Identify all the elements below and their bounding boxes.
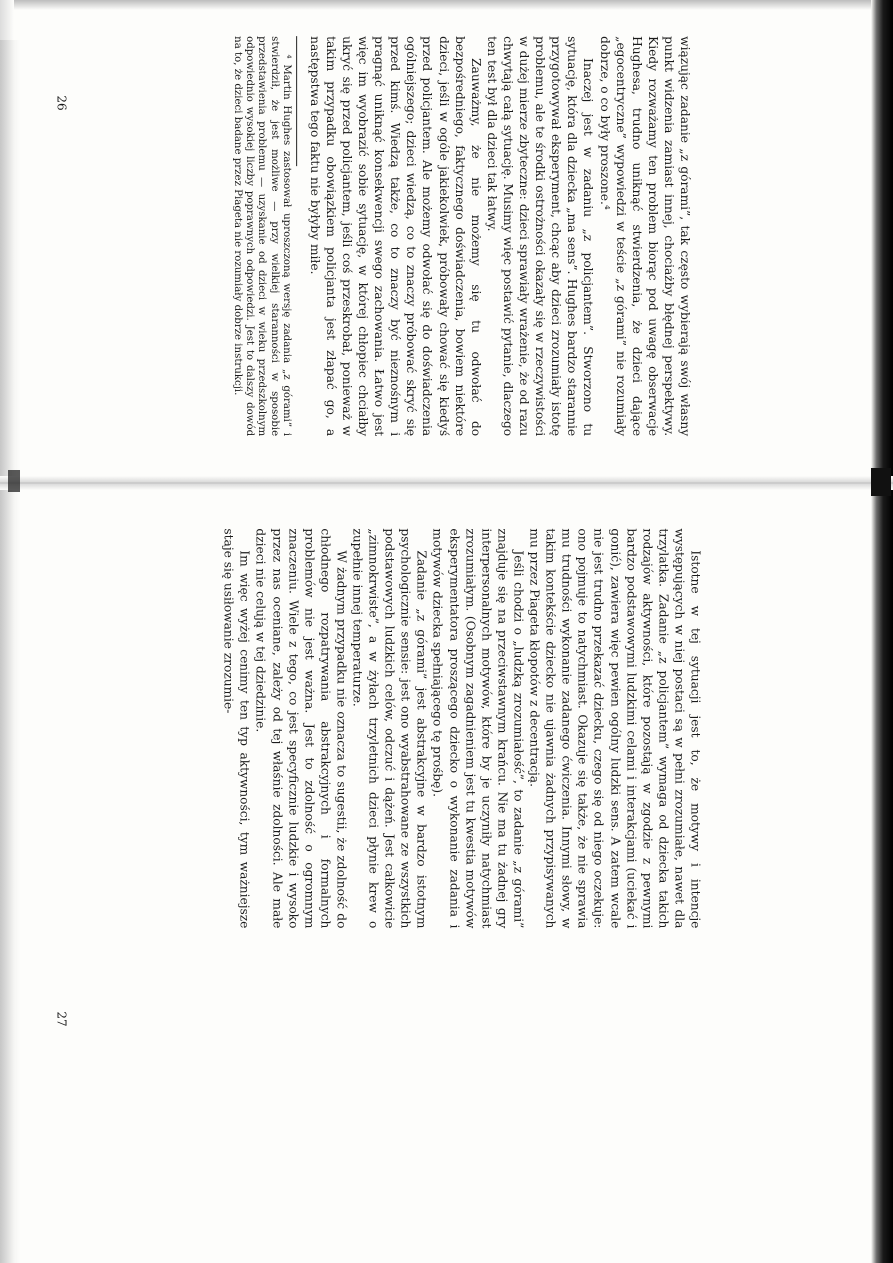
page-27-text-column xyxy=(221,528,704,928)
page-26-paragraph-3: Zauważmy, że nie możemy się tu odwołać do bezpośredniego, faktycznego doświadczenia, bowiem niektóre dzieci, jeśli w ogóle jakiekolwiek, próbowały chować się kiedyś przed policjantem. Ale możemy odwołać się do doświadczenia ogólniejszego; dzieci wiedzą, co to znaczy próbować skryć się przed kimś. Wiedzą także, co to znaczy być nieznośnym i pragnąć uniknąć konsekwencji swego zachowania. Łatwo jest więc im wyobrazić sobie sytuację, w której chłopiec chciałby ukryć się przed policjantem, jeśli coś przeskrobał, ponieważ w takim przypadku obowiązkiem policjanta jest złapać go, a następstwa tego faktu nie byłyby miłe. xyxy=(307,36,483,437)
page-26-paragraph-1: wiązując zadanie „z górami”, tak często wybierają swój własny punkt widzenia zamiast innej, chociażby błędnej perspektywy. Kiedy rozważamy ten problem biorąc pod uwagę obserwacje Hughesa, trudno uniknąć stwierdzenia, że dzieci dające „egocentryczne” wypowiedzi w teście „z górami” nie rozumiały dobrze, o co były proszone.⁴ xyxy=(597,36,693,437)
scan-edge-top xyxy=(0,0,893,10)
page-26-paragraph-2: Inaczej jest w zadaniu „z policjantem”. Stworzono tu sytuację, która dla dziecka „ma sens”. Hughes bardzo starannie przygotowywał eksperyment, chcąc aby dzieci zrozumiały istotę problemu, ale te środki ostrożności okazały się w rzeczywistości w dużej mierze zbyteczne: dzieci sprawiały wrażenie, że od razu chwytają całą sytuację. Musimy więc postawić pytanie, dlaczego ten test był dla dzieci tak łatwy. xyxy=(485,36,596,437)
book-page-27 xyxy=(221,528,704,928)
page-number-26: 26 xyxy=(54,95,69,111)
spine-mark-left xyxy=(8,470,20,492)
page-27-paragraph-3: Zadanie „z górami” jest abstrakcyjne w bardzo istotnym psychologicznie sensie: jest ono wyabstrahowane ze wszystkich podstawowych ludzkich celów, odczuć i dążeń. Jest całkowicie „zimnokrwiste”, a w żyłach trzyletnich dzieci płynie krew o zupełnie innej temperaturze. xyxy=(350,527,429,928)
page-27-paragraph-2: Jeśli chodzi o „ludzką zrozumiałość”, to zadanie „z górami” znajduje się na przeciwstawnym krańcu. Nie ma tu żadnej gry interpersonalnych motywów, które by je uczyniły natychmiast zrozumiałym. (Osobnym zagadnieniem jest tu kwestia motywów eksperymentatora proszącego dziecko o wykonanie zadania i motywów dziecka spełniającego tę prośbę). xyxy=(430,527,526,928)
footnote-4: ⁴ Martin Hughes zastosował uproszczoną wersję zadania „z górami” i stwierdził, że jest możliwe — przy wielkiej staranności w sposobie przedstawienia problemu — uzyskanie od dzieci w wieku przedszkolnym odpowiednio wysokiej liczby poprawnych odpowiedzi. Jest to dalszy dowód na to, że dzieci badane przez Piageta nie rozumiały dobrze instrukcji. xyxy=(232,36,292,437)
binding-shadow xyxy=(0,40,20,1263)
page-27-paragraph-4: W żadnym przypadku nie oznacza to sugestii, że zdolność do chłodnego rozpatrywania abstrakcyjnych i formalnych problemów nie jest ważna. Jest to zdolność o ogromnym znaczeniu. Wiele z tego, co jest specyficznie ludzkie i wysoko przez nas oceniane, zależy od tej właśnie zdolności. Ale małe dzieci nie celują w tej dziedzinie. xyxy=(253,527,349,928)
page-26-text-column xyxy=(231,36,693,436)
page-27-paragraph-5: Im więc wyżej cenimy ten typ aktywności, tym ważniejsze staje się usiłowanie zrozumie- xyxy=(221,527,252,928)
book-spine xyxy=(0,476,893,490)
scan-edge-right xyxy=(871,0,893,1263)
page-27-paragraph-1: Istotne w tej sytuacji jest to, że motywy i intencje występujących w niej postaci są w pełni zrozumiałe, nawet dla trzylatka. Zadanie „z policjantem” wymaga od dziecka takich rodzajów aktywności, które pozostają w zgodzie z pewnymi bardzo podstawowymi ludzkimi celami i interakcjami (uciekać i gonić), zawiera więc pewien ogólny ludzki sens. A zatem wcale nie jest trudno przekazać dziecku, czego się od niego oczekuje: ono pojmuje to natychmiast. Okazuje się także, że nie sprawia mu trudności wykonanie zadanego ćwiczenia. Innymi słowy, w takim kontekście dziecko nie ujawnia żadnych przypisywanych mu przez Piageta kłopotów z decentracją. xyxy=(527,527,703,928)
book-page-26 xyxy=(231,36,693,436)
spine-mark-right xyxy=(871,468,891,496)
footnote-divider xyxy=(296,36,297,166)
page-number-27: 27 xyxy=(54,1011,69,1027)
